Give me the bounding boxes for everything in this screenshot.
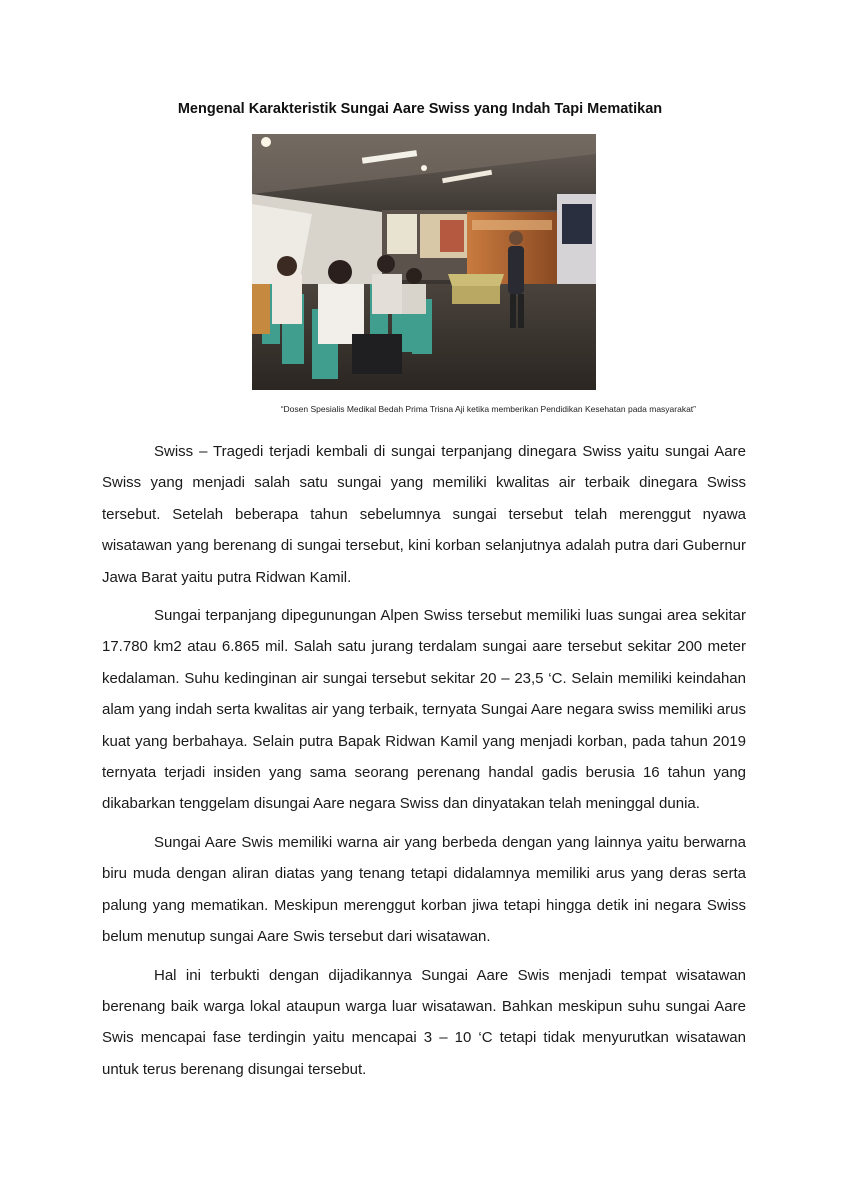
paragraph: Sungai terpanjang dipegunungan Alpen Swiss tersebut memiliki luas sungai area sekitar 17.780 km2 atau 6.865 mil. Salah satu jurang terdalam sungai aare tersebut sekitar 200 meter kedalaman. Suhu kedinginan air sungai tersebut sekitar 20 – 23,5 ‘C. Selain memiliki keindahan alam yang indah serta kwalitas air yang terbaik, ternyata Sungai Aare negara swiss memiliki arus kuat yang berbahaya. Selain putra Bapak Ridwan Kamil yang menjadi korban, pada tahun 2019 ternyata terjadi insiden yang sama seorang perenang handal gadis berusia 16 tahun yang dikabarkan tenggelam disungai Aare negara Swiss dan dinyatakan telah meninggal dunia. [102, 607, 746, 813]
paragraph: Hal ini terbukti dengan dijadikannya Sungai Aare Swis menjadi tempat wisatawan berenang baik warga lokal ataupun warga luar wisatawan. Bahkan meskipun suhu sungai Aare Swis mencapai fase terdingin yaitu mencapai 3 – 10 ‘C tetapi tidak menyurutkan wisatawan untuk terus berenang disungai tersebut. [102, 966, 746, 1078]
article-title: Mengenal Karakteristik Sungai Aare Swiss yang Indah Tapi Mematikan [177, 101, 663, 117]
paragraph: Swiss – Tragedi terjadi kembali di sungai terpanjang dinegara Swiss yaitu sungai Aare Swiss yang menjadi salah satu sungai yang memiliki kwalitas air terbaik dinegara Swiss tersebut. Setelah beberapa tahun sebelumnya sungai tersebut telah merenggut nyawa wisatawan yang berenang di sungai tersebut, kini korban selanjutnya adalah putra dari Gubernur Jawa Barat yaitu putra Ridwan Kamil. [102, 443, 746, 586]
seminar-photo [252, 134, 596, 390]
photo-seminar-icon [252, 134, 596, 390]
photo-caption: “Dosen Spesialis Medikal Bedah Prima Trisna Aji ketika memberikan Pendidikan Kesehatan pada masyarakat” [280, 404, 696, 414]
paragraph: Sungai Aare Swis memiliki warna air yang berbeda dengan yang lainnya yaitu berwarna biru muda dengan aliran diatas yang tenang tetapi didalamnya memiliki arus yang deras serta palung yang mematikan. Meskipun merenggut korban jiwa tetapi hingga detik ini negara Swiss belum menutup sungai Aare Swis tersebut dari wisatawan. [102, 833, 746, 946]
article-body [102, 436, 746, 1092]
